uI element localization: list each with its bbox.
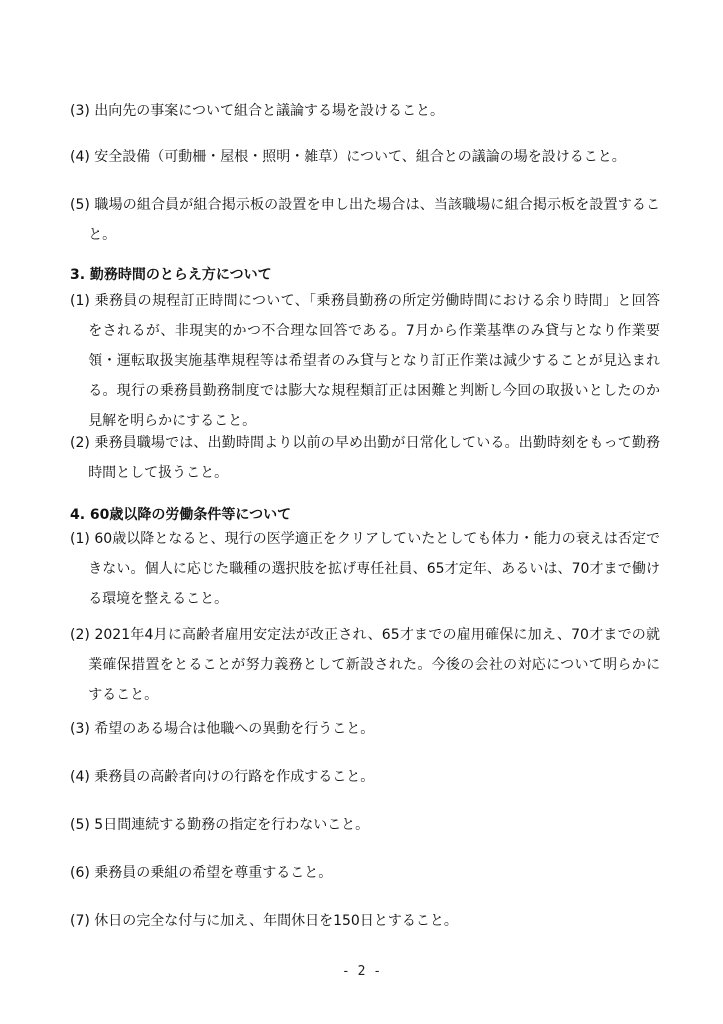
section-4-item-6: (6) 乗務員の乗組の希望を尊重すること。 [70, 865, 333, 881]
section-4-item-3: (3) 希望のある場合は他職への異動を行うこと。 [70, 721, 375, 737]
item-3-top: (3) 出向先の事案について組合と議論する場を設けること。 [70, 103, 444, 119]
section-4-item-2: (2) 2021年4月に高齢者雇用安定法が改正され、65才までの雇用確保に加え、70才までの就業確保措置をとることが努力義務として新設された。今後の会社の対応について明らかにすること。 [70, 627, 660, 703]
item-5-top: (5) 職場の組合員が組合掲示板の設置を申し出た場合は、当該職場に組合掲示板を設置すること。 [70, 197, 660, 243]
section-4-item-5: (5) 5日間連続する勤務の指定を行わないこと。 [70, 817, 370, 833]
item-4-top: (4) 安全設備（可動柵・屋根・照明・雑草）について、組合との議論の場を設けること。 [70, 149, 626, 165]
section-4-item-1: (1) 60歳以降となると、現行の医学適正をクリアしていたとしても体力・能力の衰えは否定できない。個人に応じた職種の選択肢を拡げ専任社員、65才定年、あるいは、70才まで働ける環境を整えること。 [70, 531, 660, 607]
section-4-item-4: (4) 乗務員の高齢者向けの行路を作成すること。 [70, 769, 375, 785]
section-3-item-2: (2) 乗務員職場では、出勤時間より以前の早め出勤が日常化している。出勤時刻をもって勤務時間として扱うこと。 [70, 435, 660, 481]
section-4-heading: 4. 60歳以降の労働条件等について [70, 507, 292, 523]
section-3-item-1: (1) 乗務員の規程訂正時間について、「乗務員勤務の所定労働時間における余り時間」と回答をされるが、非現実的かつ不合理な回答である。7月から作業基準のみ貸与となり作業要領・運転取扱実施基準規程等は希望者のみ貸与となり訂正作業は減少することが見込まれる。現行の乗務員勤務制度では膨大な規程類訂正は困難と判断し今回の取扱いとしたのか見解を明らかにすること。 [70, 293, 660, 429]
page-number: - 2 - [341, 964, 382, 979]
section-4-item-7: (7) 休日の完全な付与に加え、年間休日を150日とすること。 [70, 913, 458, 929]
section-3-heading: 3. 勤務時間のとらえ方について [70, 267, 272, 283]
